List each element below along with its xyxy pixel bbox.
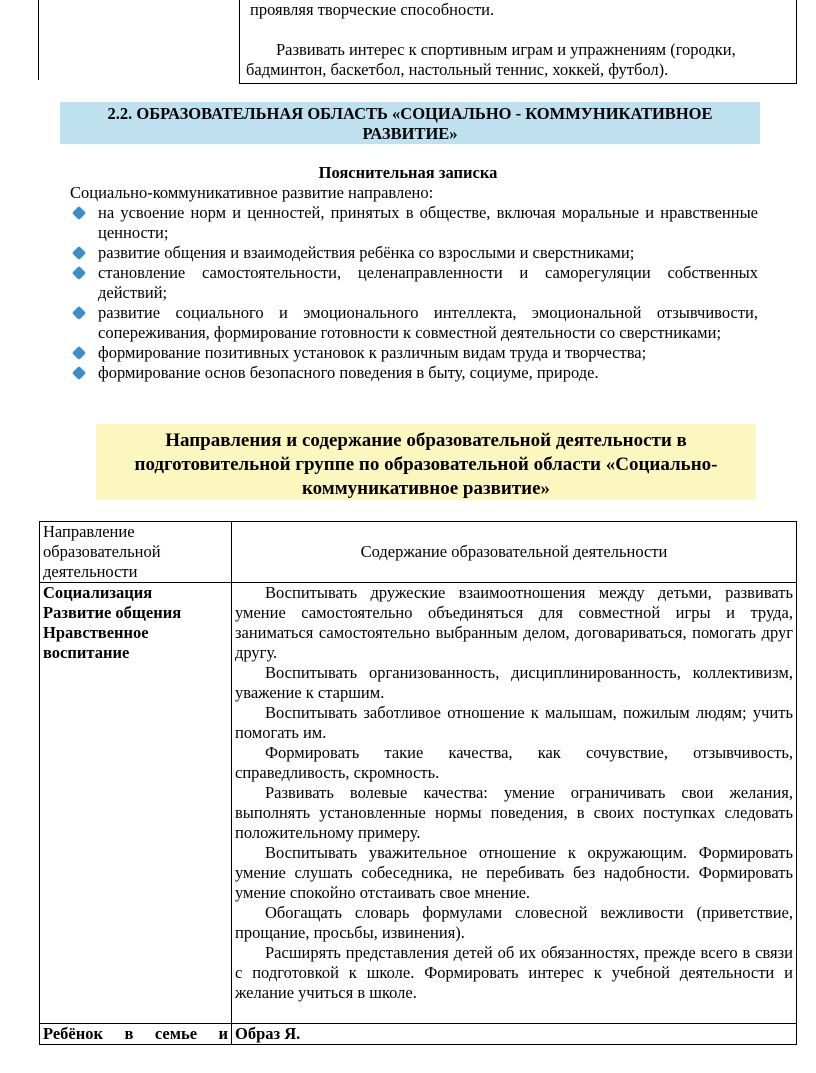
content-paragraph: Расширять представления детей об их обязанностях, прежде всего в связи с подготовкой к школе. Формировать интерес к учебной деятельности и желание учиться в школе. [235,943,793,1002]
content-paragraph: Обогащать словарь формулами словесной вежливости (приветствие, прощание, просьбы, извинения). [235,903,793,942]
diamond-bullet-icon [72,306,86,320]
diamond-bullet-icon [72,206,86,220]
content-paragraph: Воспитывать дружеские взаимоотношения между детьми, развивать умение самостоятельно объединяться для совместной игры и труда, заниматься самостоятельно выбранным делом, договариваться, помогать друг другу. [235,583,793,662]
top-cell-paragraph: Развивать интерес к спортивным играм и упражнениям (городки, бадминтон, баскетбол, настольный теннис, хоккей, футбол). [246,40,736,79]
content-paragraph: Воспитывать заботливое отношение к малышам, пожилым людям; учить помогать им. [235,703,793,742]
top-table-cell [240,0,792,80]
directions-heading: Направления и содержание образовательной деятельности в подготовительной группе по образовательной области «Социально-коммуникативное развитие» [96,424,756,500]
list-item: развитие социального и эмоционального интеллекта, эмоциональной отзывчивости, сопереживания, формирование готовности к совместной деятельности со сверстниками; [70,303,758,343]
list-item: становление самостоятельности, целенаправленности и саморегуляции собственных действий; [70,263,758,303]
header-direction-cell: Направление образовательной деятельности [40,522,232,583]
category-line: Социализация [43,583,153,602]
goals-list [70,203,758,383]
category-cell: Ребёнок в семье и [40,1024,232,1045]
list-item: развитие общения и взаимодействия ребёнка со взрослыми и сверстниками; [70,243,758,263]
list-item: на усвоение норм и ценностей, принятых в обществе, включая моральные и нравственные ценности; [70,203,758,243]
content-paragraph: Воспитывать уважительное отношение к окружающим. Формировать умение слушать собеседника, не перебивать без надобности. Формировать умение спокойно отстаивать свое мнение. [235,843,793,902]
category-line: Нравственное воспитание [43,623,149,662]
top-cell-line: проявляя творческие способности. [250,0,495,19]
content-cell [232,583,797,1024]
content-paragraph: Формировать такие качества, как сочувствие, отзывчивость, справедливость, скромность. [235,743,793,782]
diamond-bullet-icon [72,346,86,360]
section-heading: 2.2. ОБРАЗОВАТЕЛЬНАЯ ОБЛАСТЬ «СОЦИАЛЬНО - КОММУНИКАТИВНОЕ РАЗВИТИЕ» [60,102,760,144]
table-row [40,583,797,1024]
content-cell: Образ Я. [232,1024,797,1045]
list-item: формирование позитивных установок к различным видам труда и творчества; [70,343,758,363]
header-content-cell: Содержание образовательной деятельности [232,522,797,583]
table-row [40,1024,797,1045]
diamond-bullet-icon [72,366,86,380]
table-header-row [40,522,797,583]
explanatory-note-intro: Социально-коммуникативное развитие направлено: [70,183,434,202]
content-paragraph: Развивать волевые качества: умение ограничивать свои желания, выполнять установленные нормы поведения, в своих поступках следовать положительному примеру. [235,783,793,842]
category-line: Развитие общения [43,603,182,622]
top-left-edge [38,0,39,80]
top-cell-right-border [796,0,797,84]
top-cell-bottom-border [239,83,797,84]
content-table [39,521,797,1045]
diamond-bullet-icon [72,266,86,280]
diamond-bullet-icon [72,246,86,260]
explanatory-note-title: Пояснительная записка [318,163,498,182]
content-paragraph: Воспитывать организованность, дисциплинированность, коллективизм, уважение к старшим. [235,663,793,702]
category-cell [40,583,232,1024]
list-item: формирование основ безопасного поведения в быту, социуме, природе. [70,363,758,383]
